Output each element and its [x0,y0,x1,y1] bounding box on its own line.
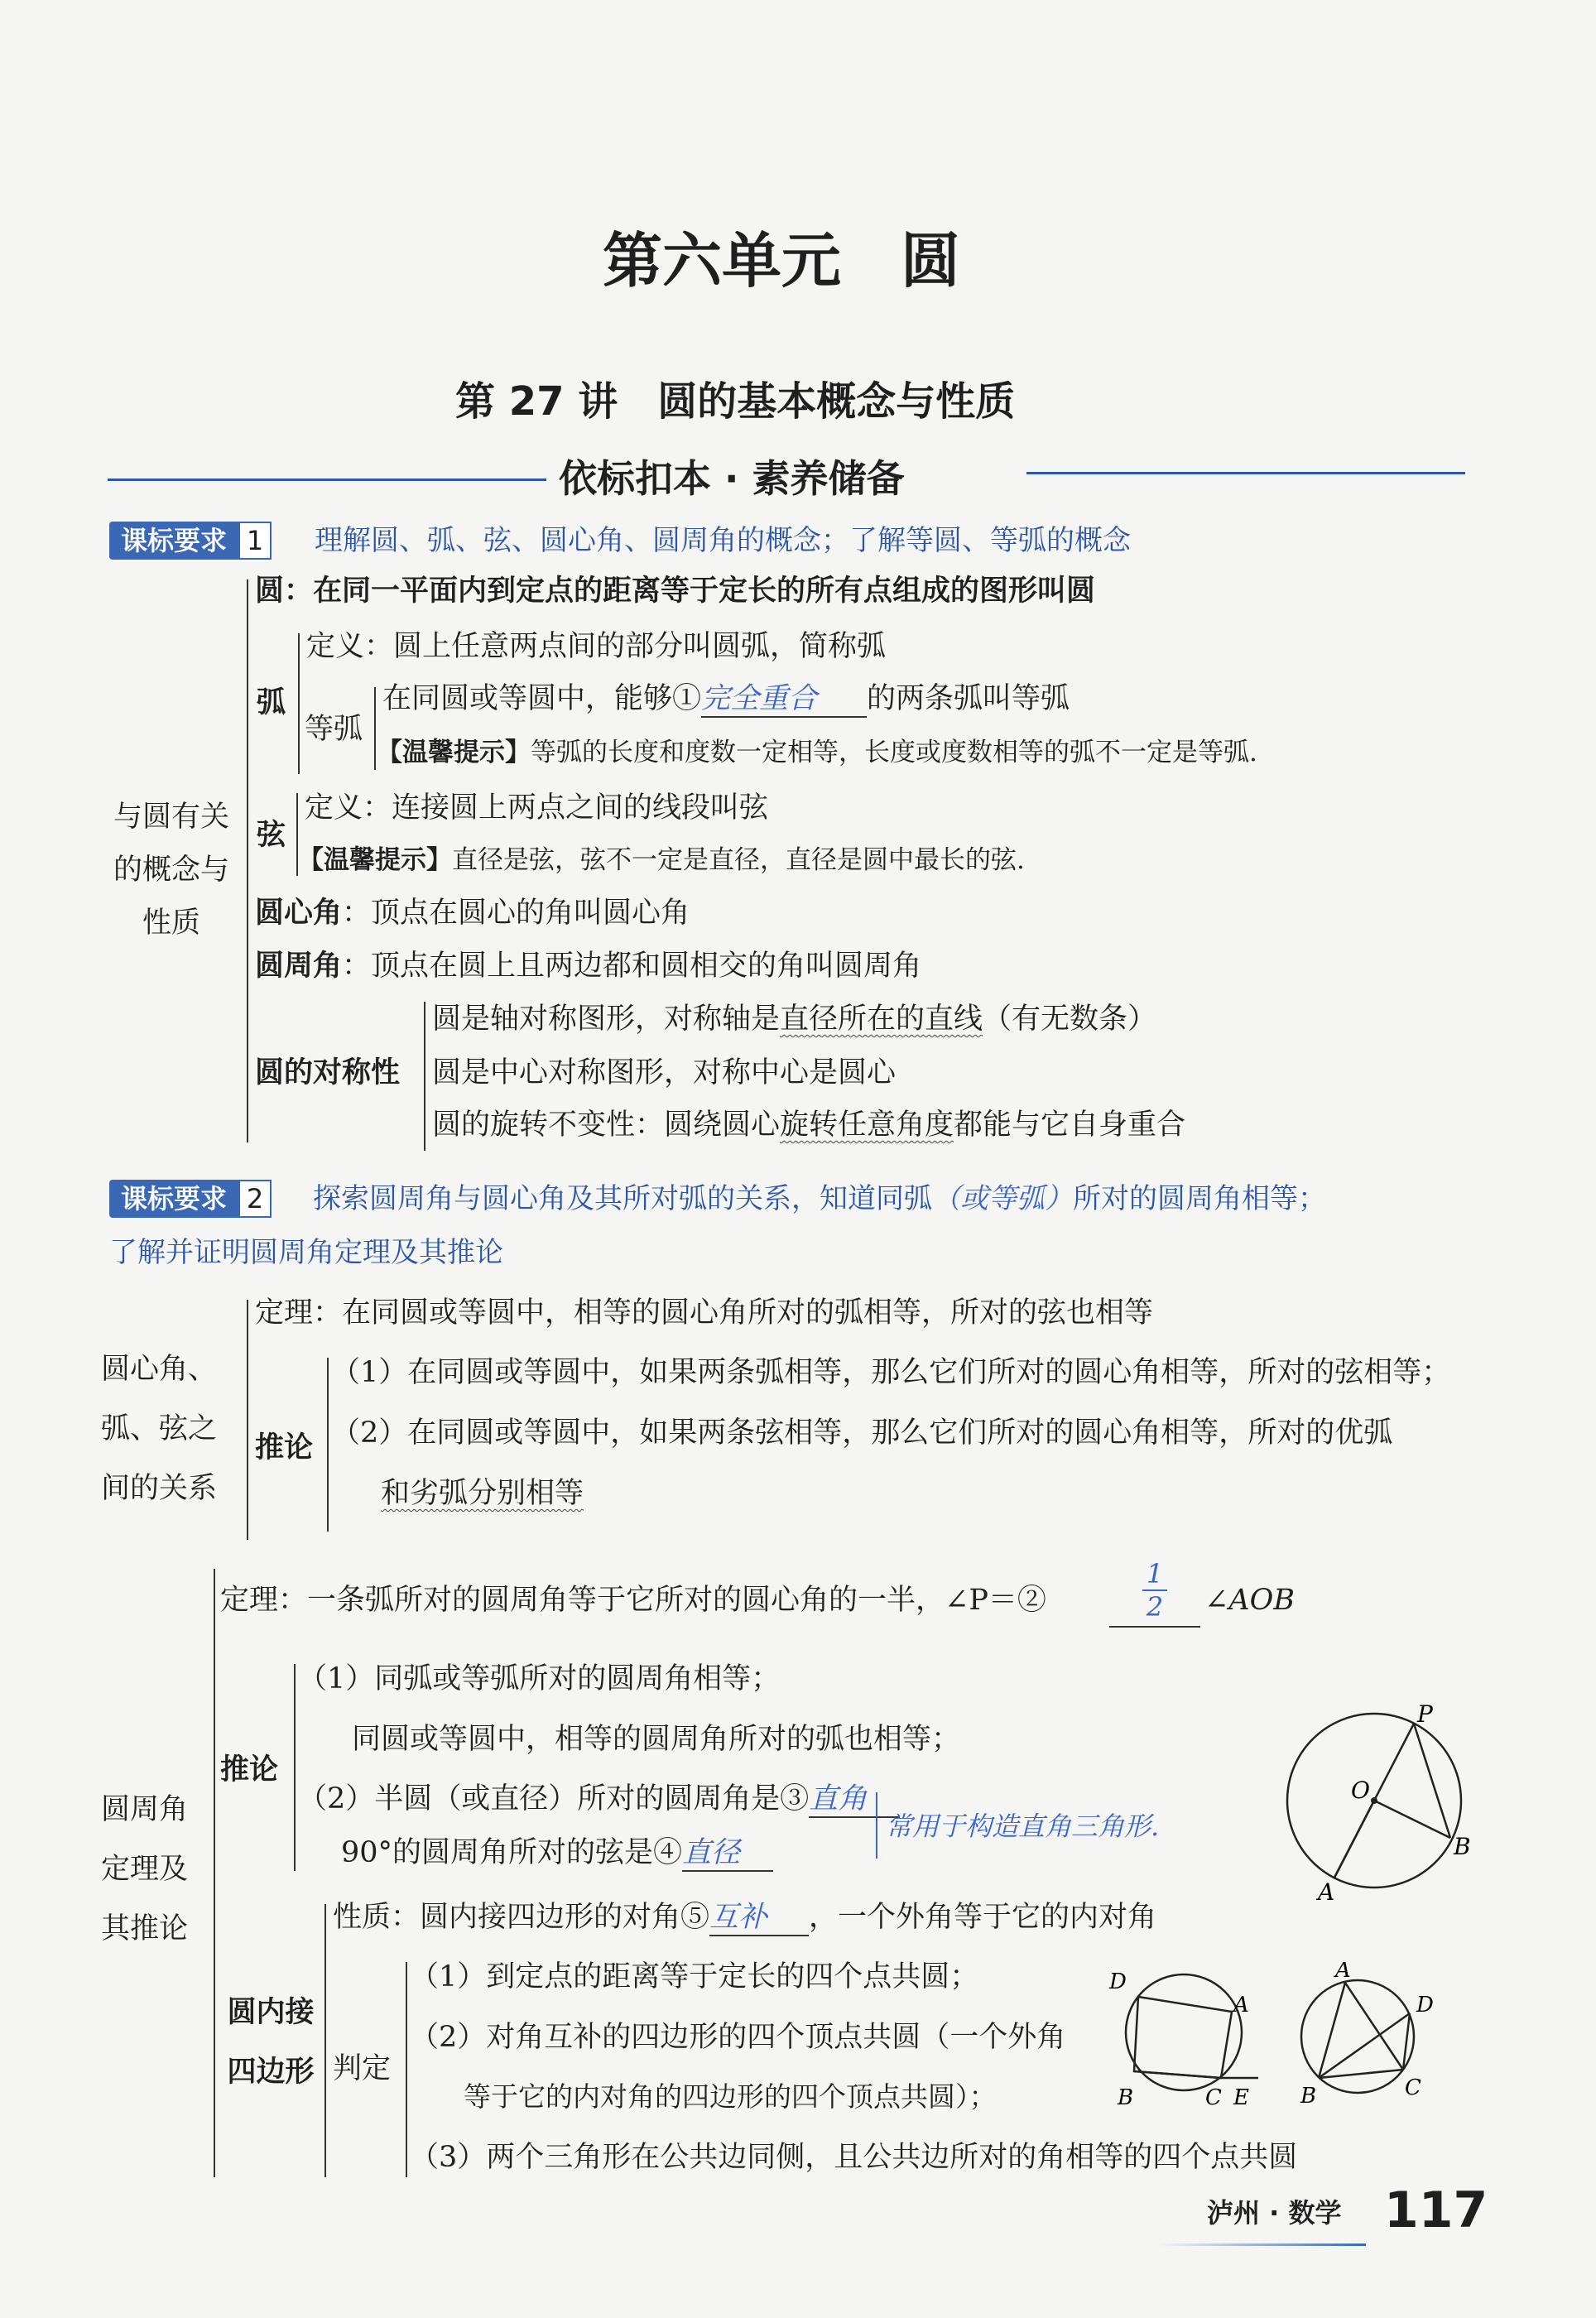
inscribed-corollary-2b [341,1835,773,1872]
section-banner: 依标扣本 · 素养储备 [559,456,905,501]
requirement-badge-2 [109,1180,272,1218]
label-b: B [1118,2085,1134,2110]
label-b: B [1300,2084,1317,2109]
label-p: P [1417,1700,1433,1728]
circle-def-text: 圆：在同一平面内到定点的距离等于定长的所有点组成的图形叫圆 [255,575,1096,608]
badge-label: 课标要求 [109,522,238,560]
text: 所对的圆周角相等； [1073,1182,1326,1215]
term: 圆心角 [255,897,343,930]
text: ，一个外角等于它的内对角 [809,1901,1157,1934]
banner-line-right [1026,472,1465,474]
arc-label: 弧 [257,686,286,719]
label-c: C [1205,2085,1222,2110]
brace [214,1569,215,2177]
label-line: 的概念与 [113,854,229,887]
chord-definition: 定义：连接圆上两点之间的线段叫弦 [305,791,769,825]
requirement-text-2 [313,1180,1326,1218]
footer-region: 泸州 · 数学 [1207,2197,1342,2229]
inscribed-corollary-2a [298,1782,900,1818]
text: ：顶点在圆上且两边都和圆相交的角叫圆周角 [342,950,922,983]
circle-definition [255,574,1095,608]
label-d: D [1416,1993,1434,2017]
section-label-concepts [101,791,242,950]
lesson-title: 第 27 讲 圆的基本概念与性质 [455,378,1016,425]
relation-corollary-label: 推论 [255,1431,314,1464]
unit-title: 第六单元 圆 [603,225,961,296]
blank-number: ④ [653,1836,683,1869]
text: 的两条弧叫等弧 [867,682,1070,715]
requirement-text-2b: 了解并证明圆周角定理及其推论 [109,1236,503,1269]
text: （2）半圆（或直径）所对的圆周角是 [298,1782,781,1815]
fraction-numerator: 1 [1146,1558,1164,1589]
rotation-invariance [432,1108,1185,1142]
label-line: 定理及 [101,1853,189,1886]
brace [327,1358,329,1532]
text: 90°的圆周角所对的弦是 [341,1836,654,1869]
judge-2b: 等于它的内对角的四边形的四个顶点共圆）； [464,2080,997,2113]
label-line: 四边形 [227,2056,315,2089]
text: 探索圆周角与圆心角及其所对弧的关系，知道同弧 [313,1182,932,1215]
text: 圆是轴对称图形，对称轴是 [432,1003,781,1036]
tip-label: 【温馨提示】 [298,845,452,875]
text: 都能与它自身重合 [954,1109,1186,1142]
page-number: 117 [1384,2181,1488,2239]
relation-corollary-1: （1）在同圆或等圆中，如果两条弧相等，那么它们所对的圆心角相等，所对的弦相等； [331,1356,1451,1389]
brace [324,1904,326,2177]
text: 性质：圆内接四边形的对角 [333,1901,681,1934]
label-line: 其推论 [101,1912,189,1945]
relation-corollary-2b: 和劣弧分别相等 [381,1477,584,1510]
side-note-brace [876,1792,877,1859]
fraction-answer [1109,1558,1200,1628]
text: ：顶点在圆心的角叫圆心角 [342,897,690,930]
equal-arc-definition [382,681,1070,718]
equal-arc-label: 等弧 [305,713,363,746]
label-d: D [1109,1969,1127,1994]
symmetry-label: 圆的对称性 [255,1056,401,1089]
footer-line [1159,2243,1366,2246]
brace [424,1002,425,1151]
judge-2a: （2）对角互补的四边形的四个顶点共圆（一个外角 [410,2021,1066,2054]
section-label-relations [101,1339,242,1518]
badge-label: 课标要求 [109,1180,238,1218]
answer-line [1109,1626,1200,1628]
brace [374,687,376,770]
brace [298,633,300,774]
label-line: 圆心角、 [101,1353,218,1386]
answer-blank: 互补 [709,1900,809,1936]
badge-number: 1 [238,522,272,560]
arc-tip [377,735,1257,770]
answer-blank: 完全重合 [701,681,867,718]
text: 在同圆或等圆中，能够 [382,682,673,715]
brace [247,580,248,1142]
label-line: 与圆有关 [113,801,229,834]
symmetry-center: 圆是中心对称图形，对称中心是圆心 [432,1056,897,1089]
blank-number: ⑤ [680,1901,710,1934]
inscribed-theorem [220,1583,1046,1618]
requirement-badge-1 [109,522,272,560]
term: 圆周角 [255,950,343,983]
cyclic-quad-figure-2 [1279,1962,1445,2111]
judge-3: （3）两个三角形在公共边同侧，且公共边所对的角相等的四个点共圆 [410,2141,1298,2174]
inscribed-corollary-1a: （1）同弧或等弧所对的圆周角相等； [298,1662,781,1695]
tip-label: 【温馨提示】 [377,738,531,767]
answer-blank: 直径 [682,1835,773,1872]
symmetry-axis [432,1002,1156,1036]
requirement-text-1: 理解圆、弧、弦、圆心角、圆周角的概念；了解等圆、等弧的概念 [315,524,1131,557]
inscribed-angle-figure [1275,1697,1490,1904]
label-line: 弧、弦之 [101,1412,218,1445]
chord-tip [298,843,1025,878]
angle-aob: ∠AOB [1204,1584,1296,1617]
tip-text: 直径是弦，弦不一定是直径，直径是圆中最长的弦. [452,845,1025,875]
brace [294,1664,296,1871]
judge-1: （1）到定点的距离等于定长的四个点共圆； [410,1960,979,1993]
cyclic-quad-figure-1 [1101,1962,1275,2111]
tip-text: 等弧的长度和度数一定相等，长度或度数相等的弧不一定是等弧. [531,738,1257,767]
label-b: B [1454,1833,1471,1860]
text: 旋转任意角度 [780,1109,954,1142]
label-line: 间的关系 [101,1472,218,1505]
relation-corollary-2a: （2）在同圆或等圆中，如果两条弦相等，那么它们所对的圆心角相等，所对的优弧 [331,1416,1393,1450]
cyclic-quad-property [333,1900,1156,1936]
judge-label: 判定 [333,2052,392,2085]
label-c: C [1405,2075,1421,2100]
brace [247,1300,248,1540]
text: （有无数条） [983,1003,1157,1036]
inscribed-angle-definition [255,949,921,983]
handwriting: （或等弧） [932,1182,1073,1215]
label-a: A [1233,1993,1249,2017]
label-e: E [1233,2085,1249,2110]
label-a: A [1335,1962,1351,1983]
brace [406,1962,407,2177]
relation-theorem: 定理：在同圆或等圆中，相等的圆心角所对的弧相等，所对的弦也相等 [255,1296,1154,1330]
blank-number: ② [1017,1584,1046,1617]
label-line: 性质 [142,907,200,940]
arc-definition: 定义：圆上任意两点间的部分叫圆弧，简称弧 [306,630,887,663]
label-o: O [1351,1777,1370,1804]
blank-number: ③ [780,1782,810,1815]
central-angle-definition [255,896,690,931]
chord-label: 弦 [257,819,286,852]
cyclic-quad-label [217,1983,324,2102]
label-a: A [1318,1878,1335,1904]
blank-number: ① [672,682,702,715]
text: 直径所在的直线 [780,1003,983,1036]
inscribed-corollary-label: 推论 [220,1753,279,1787]
text: 定理：一条弧所对的圆周角等于它所对的圆心角的一半，∠P＝ [220,1584,1017,1617]
inscribed-corollary-1b: 同圆或等圆中，相等的圆周角所对的弧也相等； [352,1723,961,1756]
label-line: 圆内接 [227,1996,315,2029]
banner-line-left [108,479,546,481]
text: 圆的旋转不变性：圆绕圆心 [432,1109,781,1142]
badge-number: 2 [238,1180,272,1218]
label-line: 圆周角 [101,1793,189,1826]
answer-blank: 直角 [809,1782,900,1818]
fraction-denominator: 2 [1146,1591,1164,1623]
section-label-inscribed [101,1780,242,1959]
side-note: 常用于构造直角三角形. [886,1811,1160,1842]
